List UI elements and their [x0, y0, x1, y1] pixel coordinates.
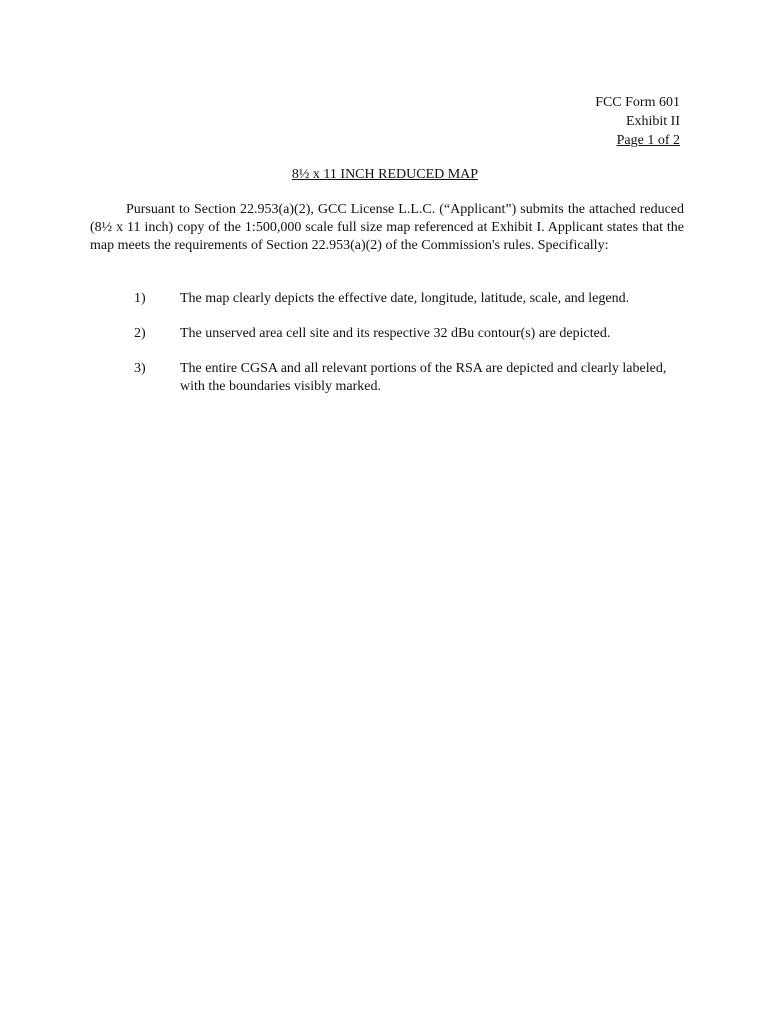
- document-title-text: 8½ x 11 INCH REDUCED MAP: [291, 167, 479, 182]
- document-header: [595, 93, 680, 150]
- list-item-text: The map clearly depicts the effective date, longitude, latitude, scale, and legend.: [180, 291, 630, 306]
- document-title: [0, 165, 770, 184]
- exhibit-label: Exhibit II: [625, 114, 680, 129]
- form-number: FCC Form 601: [595, 95, 680, 110]
- list-item-number: 1): [134, 291, 146, 306]
- list-item: [90, 290, 684, 308]
- list-item-text: The unserved area cell site and its respective 32 dBu contour(s) are depicted.: [180, 326, 611, 341]
- list-item-number: 2): [134, 326, 146, 341]
- list-item: [90, 360, 684, 396]
- page-number: Page 1 of 2: [616, 133, 680, 148]
- requirements-list: [90, 290, 684, 413]
- intro-paragraph: Pursuant to Section 22.953(a)(2), GCC License L.L.C. (“Applicant”) submits the attached reduced (8½ x 11 inch) copy of the 1:500,000 scale full size map referenced at Exhibit I. Applicant states that the map meets the requirements of Section 22.953(a)(2) of the Commission's rules. Specifically:: [90, 202, 684, 253]
- list-item: [90, 325, 684, 343]
- list-item-number: 3): [134, 361, 146, 376]
- list-item-text: The entire CGSA and all relevant portions of the RSA are depicted and clearly labeled, with the boundaries visibly marked.: [180, 361, 667, 394]
